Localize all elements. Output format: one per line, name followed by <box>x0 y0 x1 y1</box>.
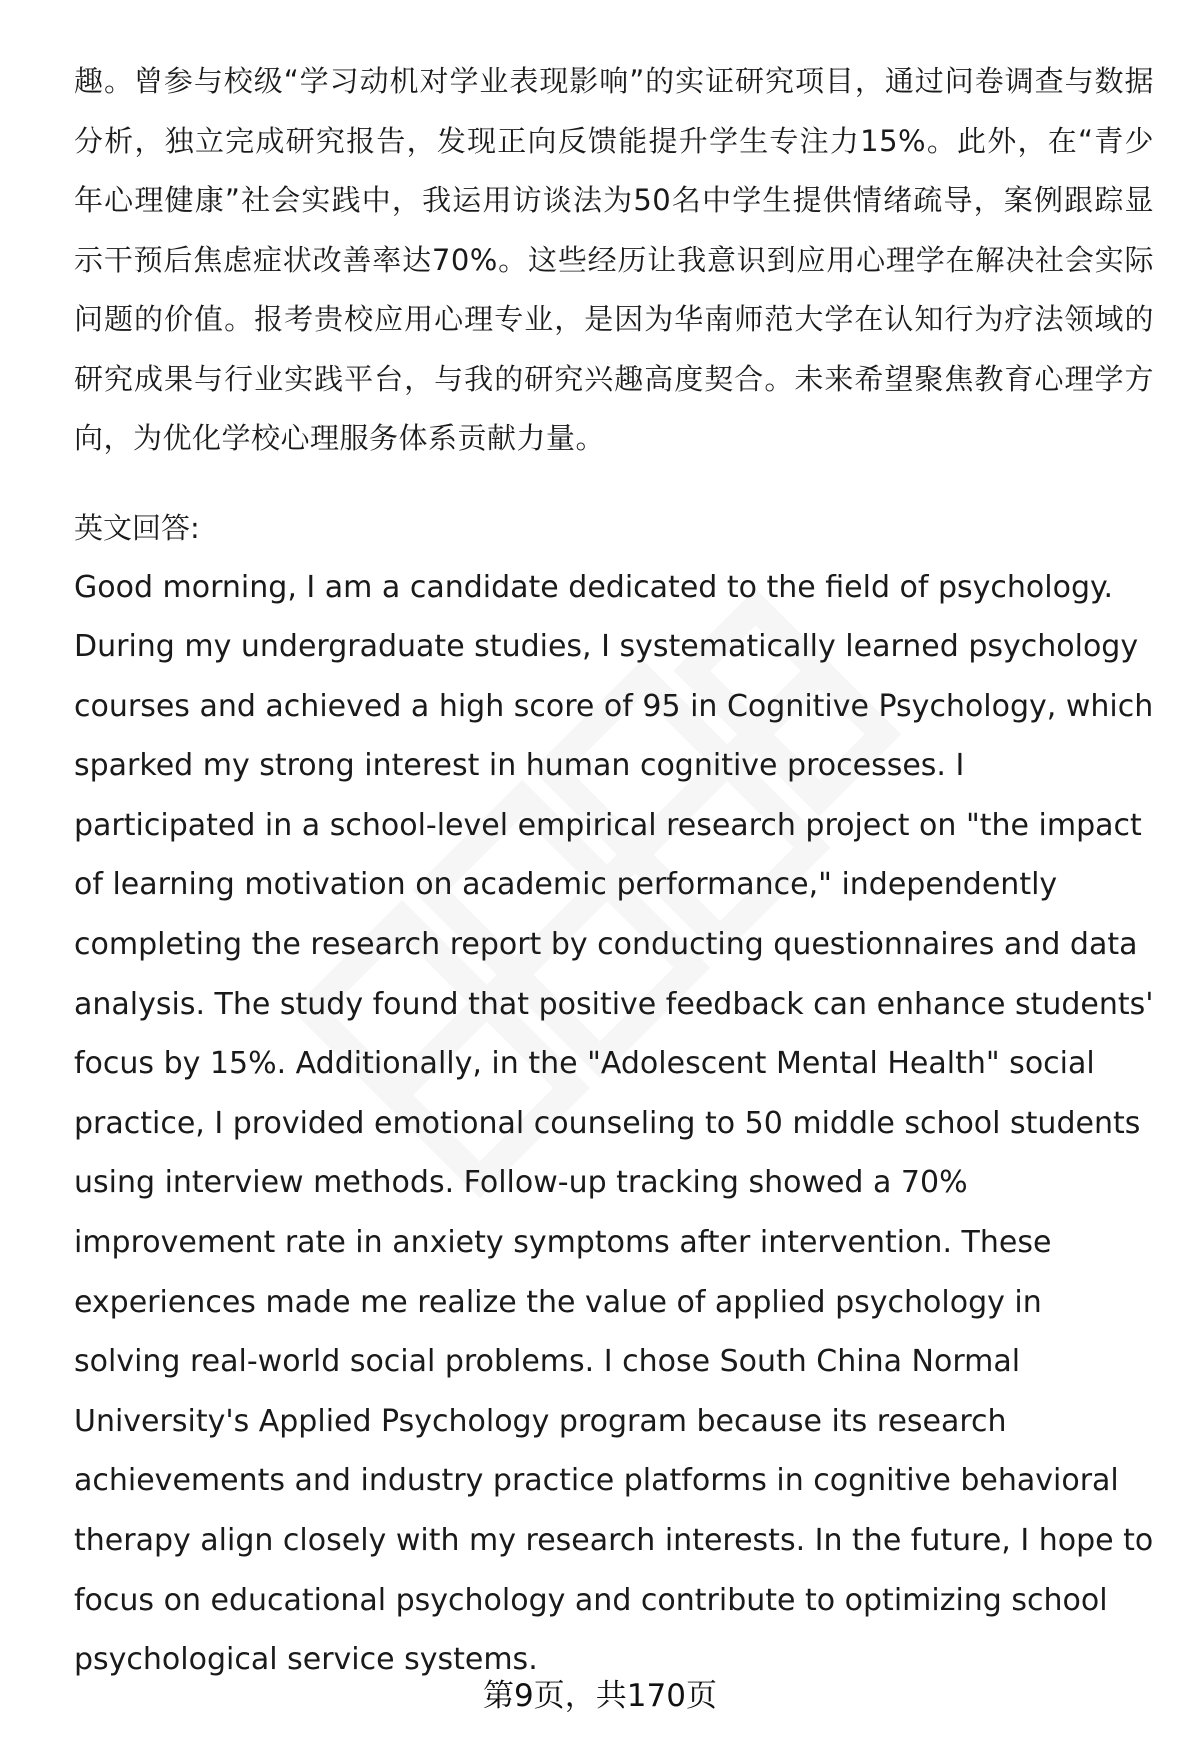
english-answer-heading: 英文回答: <box>74 510 200 545</box>
chinese-answer-paragraph: 趣。曾参与校级“学习动机对学业表现影响”的实证研究项目，通过问卷调查与数据分析，独立完成研究报告，发现正向反馈能提升学生专注力15%。此外，在“青少年心理健康”社会实践中，我运用访谈法为50名中学生提供情绪疏导，案例跟踪显示干预后焦虑症状改善率达70%。这些经历让我意识到应用心理学在解决社会实际问题的价值。报考贵校应用心理专业，是因为华南师范大学在认知行为疗法领域的研究成果与行业实践平台，与我的研究兴趣高度契合。未来希望聚焦教育心理学方向，为优化学校心理服务体系贡献力量。 <box>74 64 1154 455</box>
document-body <box>74 52 1154 1690</box>
english-answer-paragraph: Good morning, I am a candidate dedicated to the field of psychology. During my undergraduate studies, I systematically learned psychology courses and achieved a high score of 95 in Cognitive Psychology, which sparked my strong interest in human cognitive processes. I participated in a school-level empirical research project on "the impact of learning motivation on academic performance," independently completing the research report by conducting questionnaires and data analysis. The study found that positive feedback can enhance students' focus by 15%. Additionally, in the "Adolescent Mental Health" social practice, I provided emotional counseling to 50 middle school students using interview methods. Follow-up tracking showed a 70% improvement rate in anxiety symptoms after intervention. These experiences made me realize the value of applied psychology in solving real-world social problems. I chose South China Normal University's Applied Psychology program because its research achievements and industry practice platforms in cognitive behavioral therapy align closely with my research interests. In the future, I hope to focus on educational psychology and contribute to optimizing school psychological service systems. <box>74 569 1154 1678</box>
page-number-footer: 第9页，共170页 <box>483 1678 717 1714</box>
